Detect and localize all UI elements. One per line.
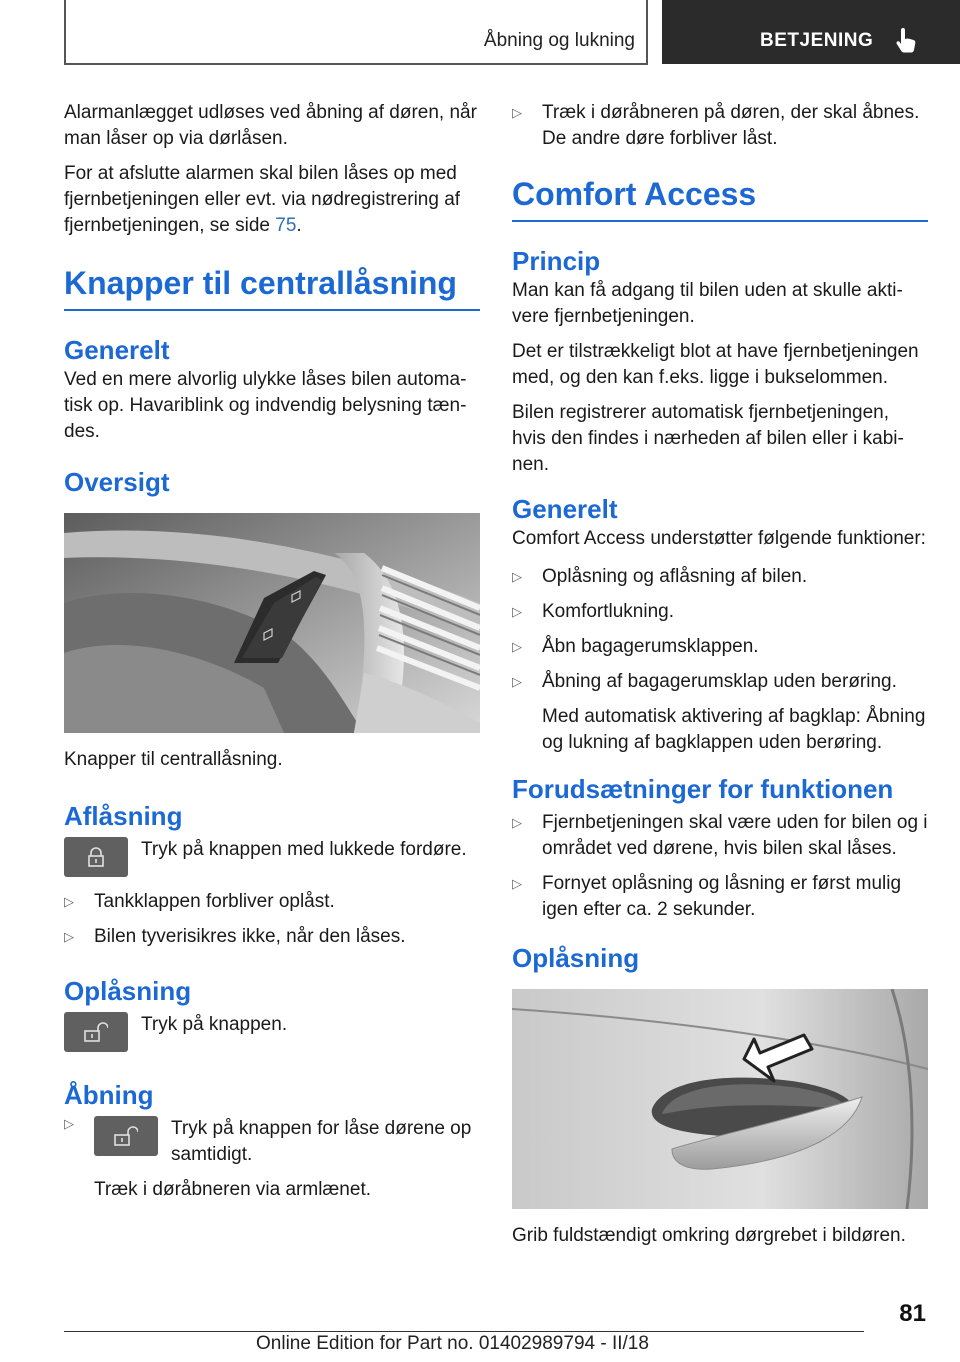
intro-text: For at afslutte alarmen skal bilen låses op med fjernbetjeningen eller evt. via nødregistrering af fjernbetjeningen, se side xyxy=(64,163,461,236)
intro-text-end: . xyxy=(296,215,302,236)
unlock-button-icon xyxy=(94,1116,158,1156)
lock-instruction xyxy=(64,837,480,877)
subsection-heading: Oversigt xyxy=(64,467,170,497)
princip-text: Man kan få adgang til bilen uden at skulle aktivere fjernbetjeningen. xyxy=(512,280,903,327)
unlock-instruction-text: Tryk på knappen. xyxy=(141,1014,288,1035)
subsection-heading: Oplåsning xyxy=(512,943,640,973)
list-item xyxy=(512,599,928,625)
unlock-button-icon xyxy=(64,1012,128,1052)
footer-rule xyxy=(64,1331,864,1332)
intro-paragraph: Alarmanlægget udløses ved åbning af døren, når man låser op via dørlåsen. xyxy=(64,102,477,149)
list-sub-text: Med automatisk aktivering af bagklap: Åbning og lukning af bagklappen uden berøring. xyxy=(542,706,926,753)
list-item xyxy=(64,889,480,915)
header-rule-bottom xyxy=(64,63,648,65)
list-item xyxy=(512,634,928,660)
list-item xyxy=(512,669,928,695)
list-item-text: Komfortlukning. xyxy=(542,601,675,622)
list-item-text: Tankklappen forbliver oplåst. xyxy=(94,891,335,912)
list-item xyxy=(512,564,928,590)
opening-instruction-text: Tryk på knappen for låse dørene op samtidigt. xyxy=(171,1118,472,1165)
generelt-text: Comfort Access understøtter følgende funktioner: xyxy=(512,528,926,549)
list-item xyxy=(512,810,928,862)
list-item xyxy=(512,100,928,152)
subsection-heading: Generelt xyxy=(64,335,170,365)
subsection-heading: Oplåsning xyxy=(64,976,192,1006)
subsection-heading: Aflåsning xyxy=(64,801,183,831)
princip-text: Bilen registrerer automatisk fjernbetjeningen, hvis den findes i nærheden af bilen eller i kabinen. xyxy=(512,402,904,475)
bullet-triangle-icon: ▷ xyxy=(64,929,74,944)
figure-caption: Grib fuldstændigt omkring dørgrebet i bildøren. xyxy=(512,1225,906,1246)
header-rule-left xyxy=(64,0,66,64)
bullet-triangle-icon: ▷ xyxy=(64,1116,74,1131)
subsection-heading: Generelt xyxy=(512,494,618,524)
subsection-heading: Princip xyxy=(512,246,601,276)
section-heading: Comfort Access xyxy=(512,174,928,222)
door-handle-photo xyxy=(512,989,928,1209)
unlock-instruction xyxy=(64,1012,480,1060)
princip-text: Det er tilstrækkeligt blot at have fjernbetjeningen med, og den kan f.eks. ligge i bukselommen. xyxy=(512,341,919,388)
list-item-text: Åbn bagagerumsklappen. xyxy=(542,636,759,657)
figure-caption: Knapper til centrallåsning. xyxy=(64,749,283,770)
right-column xyxy=(512,100,928,1249)
bullet-triangle-icon: ▷ xyxy=(512,815,522,830)
bullet-triangle-icon: ▷ xyxy=(512,569,522,584)
bullet-triangle-icon: ▷ xyxy=(512,876,522,891)
list-item xyxy=(64,924,480,950)
list-item-text: Fjernbetjeningen skal være uden for bilen og i området ved dørene, hvis bilen skal låses. xyxy=(542,812,928,859)
list-item xyxy=(512,871,928,923)
generelt-text: Ved en mere alvorlig ulykke låses bilen automatisk op. Havariblink og indvendig belysning tændes. xyxy=(64,369,467,442)
header-rule-right xyxy=(646,0,648,64)
door-lock-buttons-photo xyxy=(64,513,480,733)
list-item-text: Træk i døråbneren på døren, der skal åbnes. De andre døre forbliver låst. xyxy=(542,102,920,149)
lock-button-icon xyxy=(64,837,128,877)
opening-instruction xyxy=(64,1116,480,1168)
subsection-heading: Åbning xyxy=(64,1080,154,1110)
page-reference-link[interactable]: 75 xyxy=(275,215,297,236)
bullet-triangle-icon: ▷ xyxy=(512,105,522,120)
list-item-text: Fornyet oplåsning og låsning er først mulig igen efter ca. 2 sekunder. xyxy=(542,873,902,920)
bullet-triangle-icon: ▷ xyxy=(512,674,522,689)
section-tab[interactable] xyxy=(662,0,960,64)
page-number: 81 xyxy=(899,1300,926,1327)
left-column xyxy=(64,100,480,1212)
list-item-text: Oplåsning og aflåsning af bilen. xyxy=(542,566,808,587)
opening-sub-text: Træk i døråbneren via armlænet. xyxy=(94,1179,372,1200)
hand-pointer-icon xyxy=(895,26,917,54)
bullet-triangle-icon: ▷ xyxy=(512,639,522,654)
list-item-text: Åbning af bagagerumsklap uden berøring. xyxy=(542,671,897,692)
bullet-triangle-icon: ▷ xyxy=(64,894,74,909)
section-heading: Knapper til centrallåsning xyxy=(64,263,480,311)
intro-paragraph-2 xyxy=(64,161,480,239)
edition-footer: Online Edition for Part no. 01402989794 - II/18 xyxy=(256,1333,649,1354)
chapter-title: Åbning og lukning xyxy=(483,30,635,51)
bullet-triangle-icon: ▷ xyxy=(512,604,522,619)
section-tab-label: BETJENING xyxy=(760,30,874,51)
subsection-heading: Forudsætninger for funktionen xyxy=(512,774,894,804)
lock-instruction-text: Tryk på knappen med lukkede fordøre. xyxy=(141,839,467,860)
list-item-text: Bilen tyverisikres ikke, når den låses. xyxy=(94,926,406,947)
